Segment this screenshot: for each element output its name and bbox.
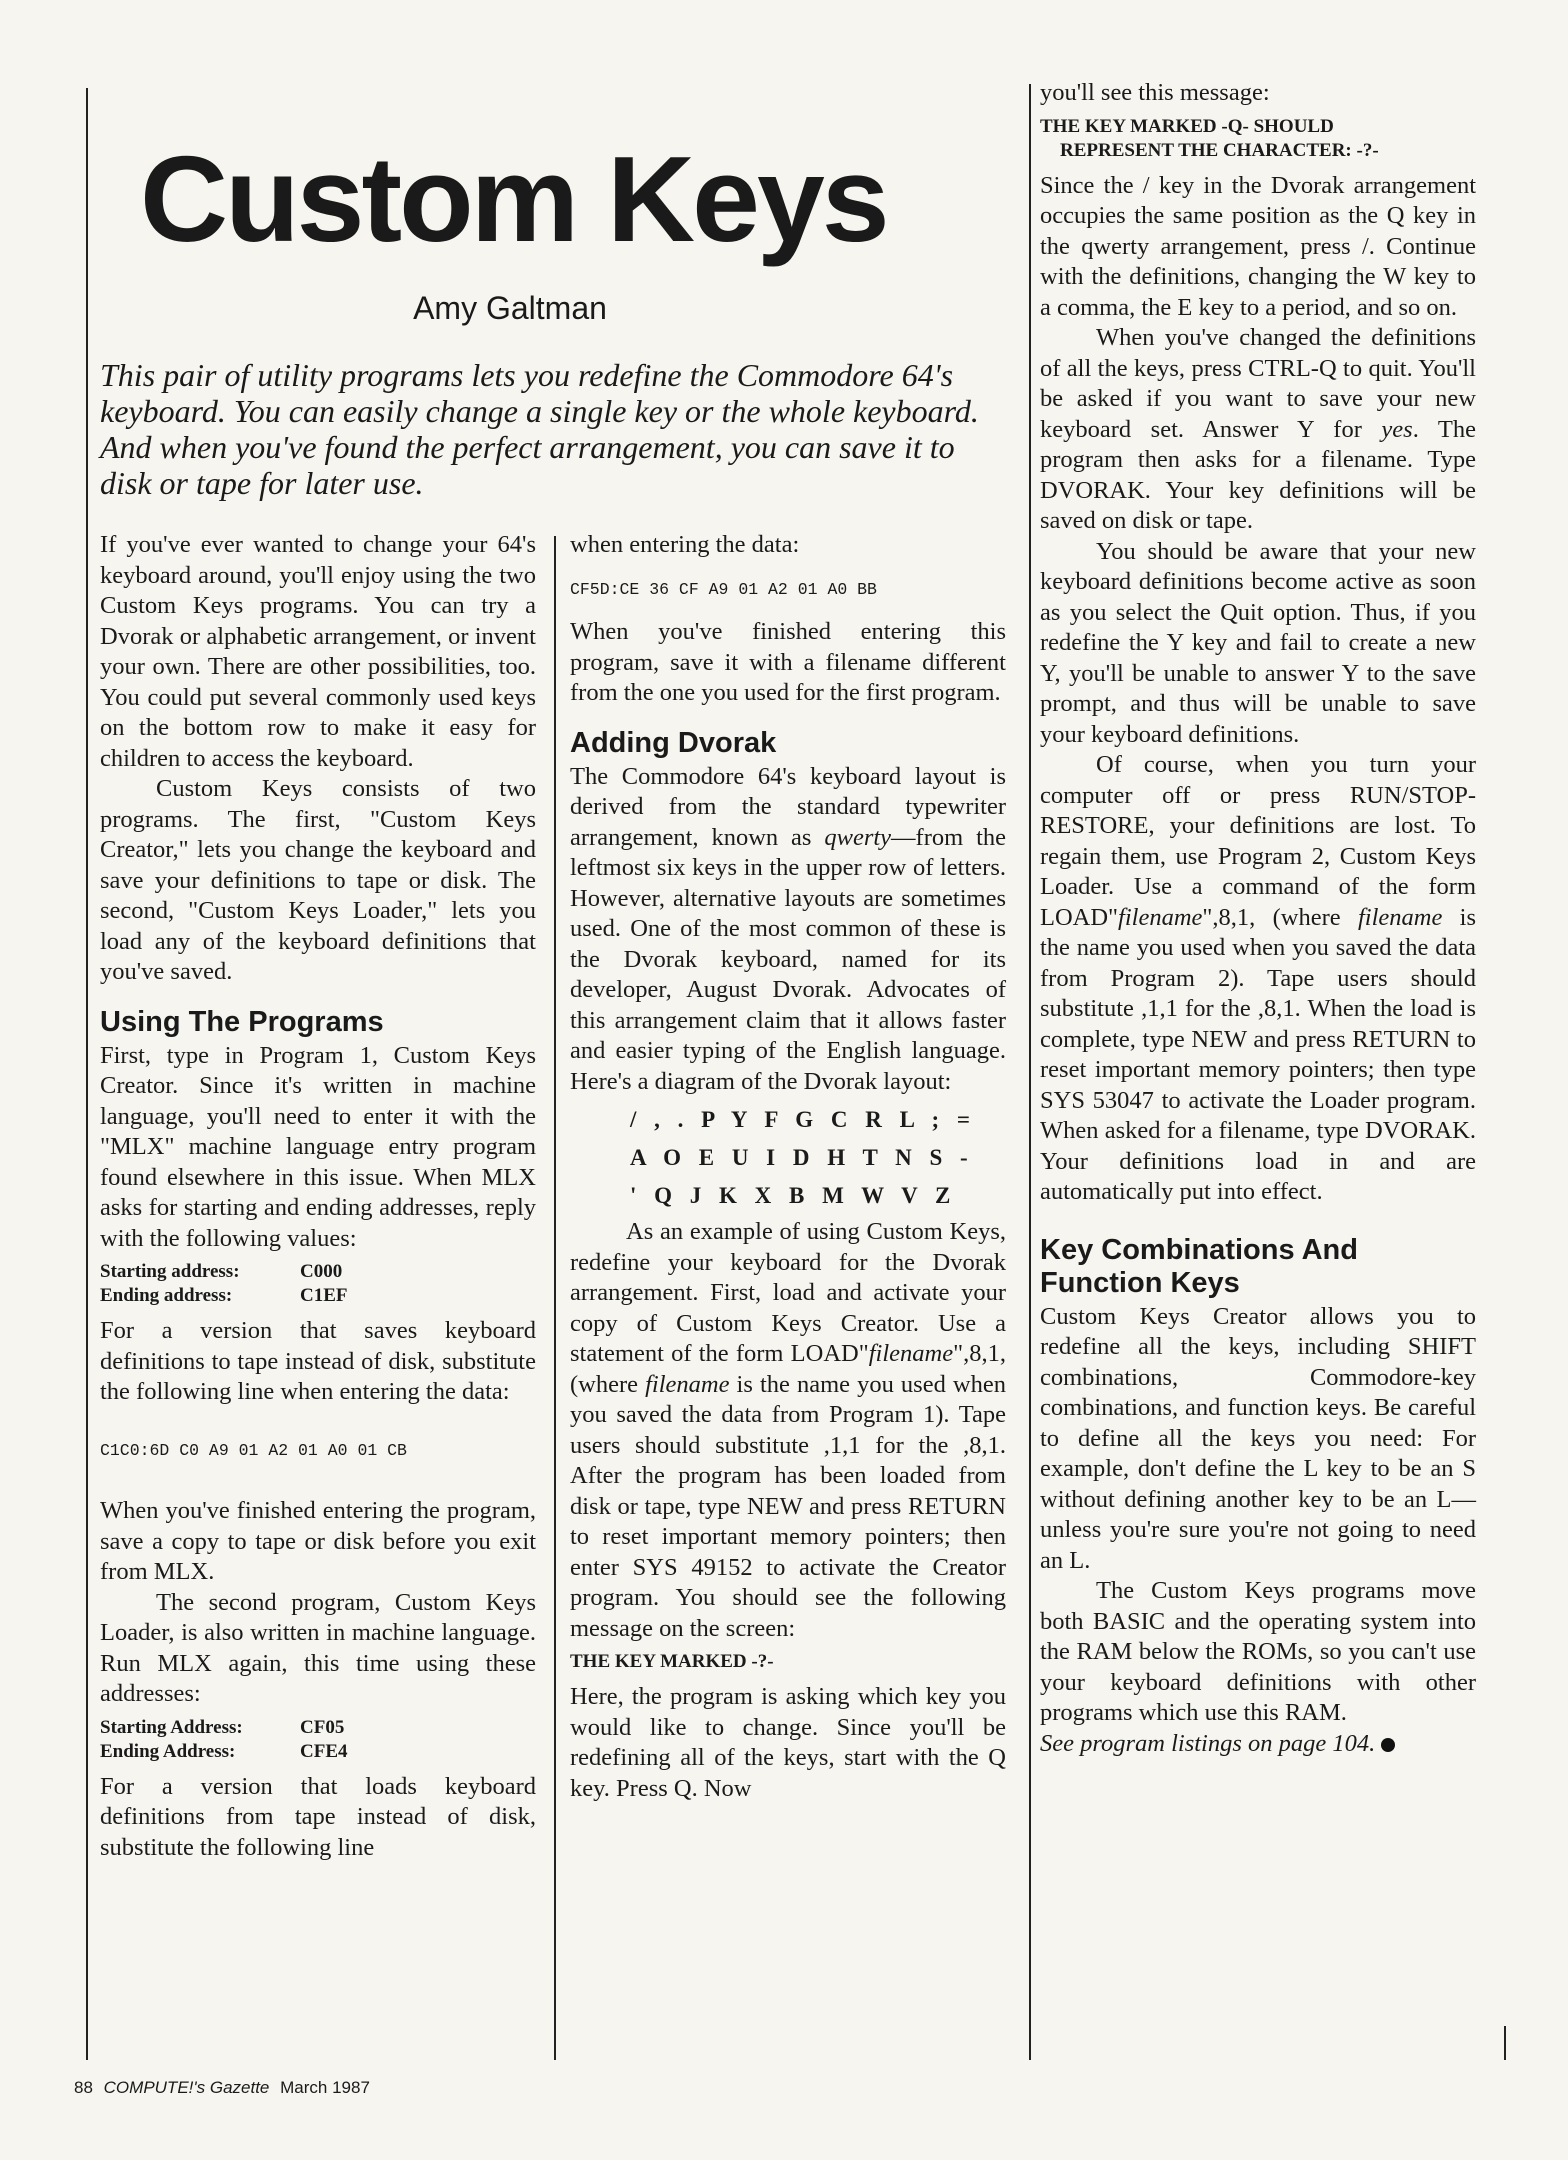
section-heading-adding-dvorak: Adding Dvorak [570,726,777,759]
dvorak-row-top: / , . P Y F G C R L ; = [630,1107,976,1132]
paragraph: When you've finished entering the program, save a copy to tape or disk before you exit from MLX. [100,1497,536,1585]
dvorak-layout-diagram [570,1101,1006,1215]
article-author: Amy Galtman [413,290,607,326]
address-value: CF05 [300,1716,345,1738]
paragraph: Custom Keys consists of two programs. The first, "Custom Keys Creator," lets you change the keyboard and save your definitions to tape or disk. The second, "Custom Keys Loader," lets you load any of the keyboard definitions that you've saved. [100,775,536,985]
paragraph: As an example of using Custom Keys, redefine your keyboard for the Dvorak arrangement. First, load and activate your copy of Custom Keys Creator. Use a statement of the form LOAD"filename",8,1, (where filename is the name you used when you saved the data from Program 1). Tape users should substitute ,1,1 for the ,8,1. After the program has been loaded from disk or tape, type NEW and press RETURN to reset important memory pointers; then enter SYS 49152 to activate the Creator program. You should see the following message on the screen: [570,1218,1006,1642]
paragraph: Since the / key in the Dvorak arrangement occupies the same position as the Q key in the qwerty arrangement, press /. Continue with the definitions, changing the W key to a comma, the E key to a period, and so on. [1040,171,1476,321]
paragraph: Here, the program is asking which key you would like to change. Since you'll be redefining all of the keys, start with the Q key. Press Q. Now [570,1683,1006,1802]
address-table-program-1 [100,1260,536,1308]
issue-date: March 1987 [280,2078,370,2097]
paragraph: You should be aware that your new keyboard definitions become active as soon as you select the Quit option. Thus, if you redefine the Y key and fail to create a new Y, you'll be unable to answer Y to the save prompt, and thus will be unable to save your keyboard definitions. [1040,537,1476,748]
screen-message: THE KEY MARKED -?- [570,1651,774,1672]
section-heading-key-combinations: Key Combinations And Function Keys [1040,1233,1358,1299]
paragraph: The second program, Custom Keys Loader, is also written in machine language. Run MLX again, this time using these addresses: [100,1588,536,1707]
address-label: Starting address: [100,1261,240,1282]
end-of-article-icon [1381,1738,1395,1752]
paragraph: For a version that loads keyboard definitions from tape instead of disk, substitute the following line [100,1772,536,1861]
screen-message: THE KEY MARKED -Q- SHOULD REPRESENT THE CHARACTER: -?- [1040,115,1379,161]
page-footer [74,2078,376,2098]
address-value: CFE4 [300,1740,348,1762]
section-heading-using-programs: Using The Programs [100,1005,384,1038]
paragraph: when entering the data: [570,531,800,558]
address-label: Starting Address: [100,1716,243,1738]
address-label: Ending Address: [100,1740,236,1762]
dvorak-row-bottom: ' Q J K X B M W V Z [630,1183,957,1208]
dvorak-row-home: A O E U I D H T N S - [630,1145,974,1170]
address-table-program-2 [100,1716,536,1764]
address-value: C000 [300,1261,343,1282]
column-rule-1-2 [554,536,556,2060]
article-title: Custom Keys [140,131,887,267]
code-line-tape-loader: CF5D:CE 36 CF A9 01 A2 01 A0 BB [570,579,877,599]
column-rule-2-3 [1029,84,1031,2060]
paragraph: The Commodore 64's keyboard layout is derived from the standard typewriter arrangement, known as qwerty—from the leftmost six keys in the upper row of letters. However, alternative layouts are sometimes used. One of the most common of these is the Dvorak keyboard, named for its developer, August Dvorak. Advocates of this arrangement claim that it allows faster and easier typing of the English language. Here's a diagram of the Dvorak layout: [570,762,1007,1095]
column-3 [1040,78,1476,1759]
code-line-tape-creator: C1C0:6D C0 A9 01 A2 01 A0 01 CB [100,1440,407,1460]
paragraph: The Custom Keys programs move both BASIC and the operating system into the RAM below the ROMs, so you can't use your keyboard definitions with other programs which use this RAM. [1040,1577,1476,1726]
paragraph: Custom Keys Creator allows you to redefine all the keys, including SHIFT combinations, Commodore-key combinations, and function keys. Be careful to define all the keys you need: For example, don't define the L key to be an S without defining another key to be an L—unless you're sure you're not going to need an L. [1040,1302,1476,1574]
paragraph: you'll see this message: [1040,79,1270,106]
paragraph: If you've ever wanted to change your 64's keyboard around, you'll enjoy using the two Custom Keys programs. You can try a Dvorak or alphabetic arrangement, or invent your own. There are other possibilities, too. You could put several commonly used keys on the bottom row to make it easy for children to access the keyboard. [100,531,536,772]
program-listings-note: See program listings on page 104. [1040,1729,1476,1760]
left-margin-rule [86,88,88,2060]
column-2 [570,530,1006,1804]
address-value: C1EF [300,1285,348,1306]
paragraph: When you've finished entering this program, save it with a filename different from the one you used for the first program. [570,618,1006,706]
magazine-name: COMPUTE!'s Gazette [103,2078,270,2097]
page-number: 88 [74,2078,93,2097]
paragraph: When you've changed the definitions of all the keys, press CTRL-Q to quit. You'll be asked if you want to save your new keyboard set. Answer Y for yes. The program then asks for a filename. Type DVORAK. Your key definitions will be saved on disk or tape. [1040,324,1476,534]
paragraph: Of course, when you turn your computer off or press RUN/STOP-RESTORE, your definitions are lost. To regain them, use Program 2, Custom Keys Loader. Use a command of the form LOAD"filename",8,1, (where filename is the name you used when you saved the data from Program 2). Tape users should substitute ,1,1 for the ,8,1. When the load is complete, type NEW and press RETURN to reset important memory pointers; then type SYS 53047 to activate the Loader program. When asked for a filename, type DVORAK. Your definitions load in and are automatically put into effect. [1040,751,1476,1205]
column-1 [100,530,536,1863]
right-margin-rule [1504,2026,1506,2060]
paragraph: For a version that saves keyboard definitions to tape instead of disk, substitute the following line when entering the data: [100,1317,536,1405]
paragraph: First, type in Program 1, Custom Keys Creator. Since it's written in machine language, you'll need to enter it with the "MLX" machine language entry program found elsewhere in this issue. When MLX asks for starting and ending addresses, reply with the following values: [100,1041,536,1252]
address-label: Ending address: [100,1285,233,1306]
article-intro: This pair of utility programs lets you redefine the Commodore 64's keyboard. You can easily change a single key or the whole keyboard. And when you've found the perfect arrangement, you can save it to disk or tape for later use. [100,357,979,501]
